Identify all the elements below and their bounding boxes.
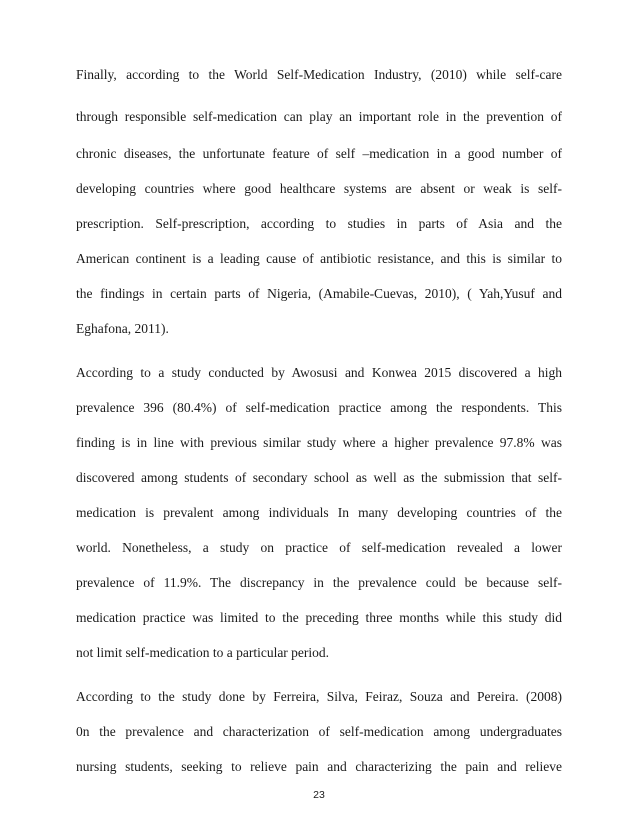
text-line: American continent is a leading cause of antibiotic resistance, and this is similar to xyxy=(76,251,562,266)
text-line: According to a study conducted by Awosusi and Konwea 2015 discovered a high xyxy=(76,365,562,380)
text-line: nursing students, seeking to relieve pain and characterizing the pain and relieve xyxy=(76,759,562,774)
page-number: 23 xyxy=(313,789,325,801)
text-line: finding is in line with previous similar study where a higher prevalence 97.8% was xyxy=(76,435,562,450)
text-line: According to the study done by Ferreira, Silva, Feiraz, Souza and Pereira. (2008) xyxy=(76,689,562,704)
text-line: chronic diseases, the unfortunate feature of self –medication in a good number of xyxy=(76,146,562,161)
text-line: 0n the prevalence and characterization of self-medication among undergraduates xyxy=(76,724,562,739)
text-line: prevalence of 11.9%. The discrepancy in the prevalence could be because self- xyxy=(76,575,562,590)
text-line: not limit self-medication to a particular period. xyxy=(76,645,330,660)
text-line: developing countries where good healthcare systems are absent or weak is self- xyxy=(76,181,562,196)
text-line: world. Nonetheless, a study on practice of self-medication revealed a lower xyxy=(76,540,562,555)
text-line: medication practice was limited to the preceding three months while this study did xyxy=(76,610,562,625)
text-line: Eghafona, 2011). xyxy=(76,321,169,336)
text-line: Finally, according to the World Self-Medication Industry, (2010) while self-care xyxy=(76,67,562,82)
text-line: prescription. Self-prescription, according to studies in parts of Asia and the xyxy=(76,216,562,231)
text-line: discovered among students of secondary school as well as the submission that self- xyxy=(76,470,562,485)
text-line: medication is prevalent among individuals In many developing countries of the xyxy=(76,505,562,520)
text-line: through responsible self-medication can play an important role in the prevention of xyxy=(76,109,562,124)
text-line: prevalence 396 (80.4%) of self-medication practice among the respondents. This xyxy=(76,400,562,415)
text-line: the findings in certain parts of Nigeria, (Amabile-Cuevas, 2010), ( Yah,Yusuf and xyxy=(76,286,562,301)
